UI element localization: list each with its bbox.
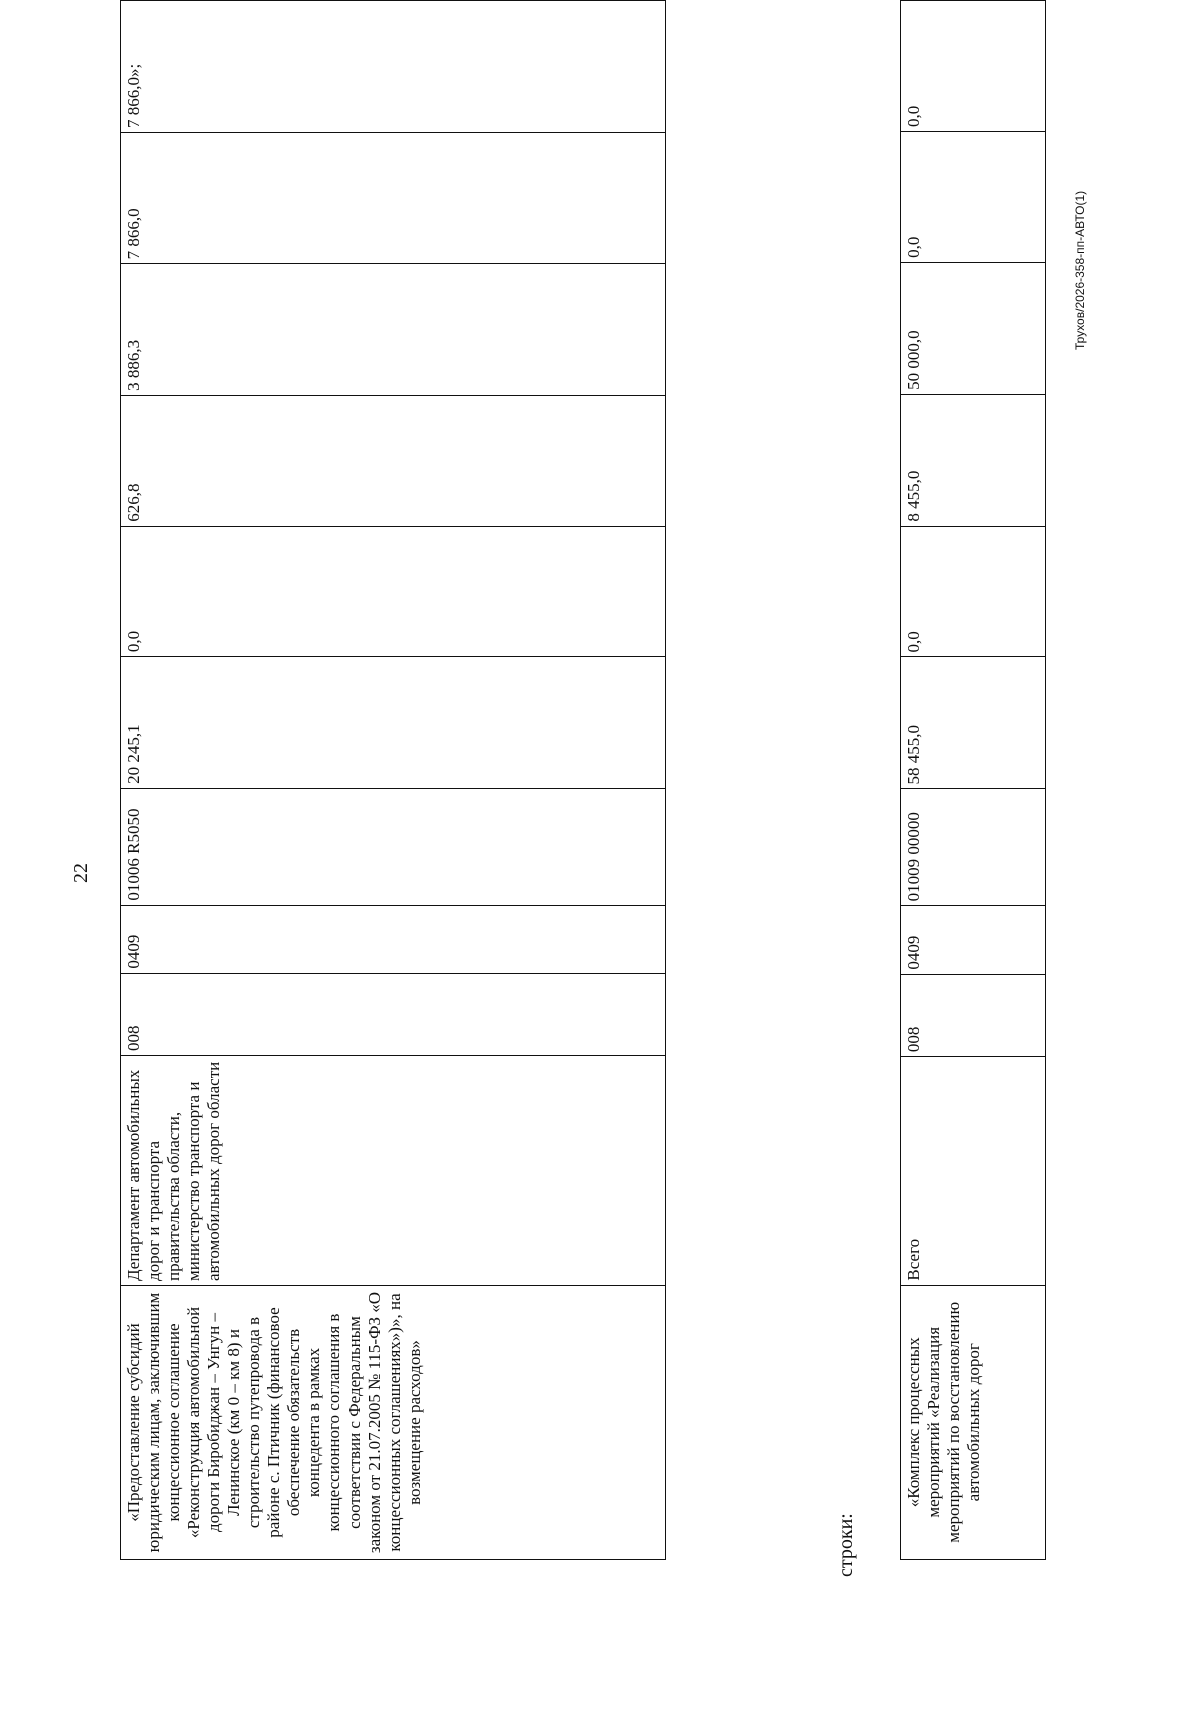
- measure-name: «Предоставление субсидий юридическим лицам, заключившим концессионное соглашение «Реконструкция автомобильной дороги Биробиджан – Унгун – Ленинское (км 0 – км 8) и строительство путепровода в районе с. Птичник (финансовое обеспечение обязательств концедента в рамках концессионного соглашения в соответствии с Федеральным законом от 21.07.2005 № 115-ФЗ «О концессионных соглашениях»)», на возмещение расходов»: [121, 1286, 666, 1560]
- page-number: 22: [70, 863, 92, 883]
- year2-value: 8 455,0: [901, 394, 1046, 526]
- table-row: [121, 1, 666, 1560]
- year3-value: 50 000,0: [901, 262, 1046, 394]
- grbs-code: 008: [121, 973, 666, 1055]
- year4-value: 7 866,0: [121, 133, 666, 264]
- section-code: 0409: [901, 906, 1046, 974]
- measure-name: «Комплекс процессных мероприятий «Реализация мероприятий по восстановлению автомобильных дорог: [901, 1285, 1046, 1559]
- total-value: 58 455,0: [901, 657, 1046, 789]
- year1-value: 0,0: [901, 526, 1046, 657]
- year3-value: 3 886,3: [121, 264, 666, 395]
- year2-value: 626,8: [121, 395, 666, 526]
- executor: Всего: [901, 1057, 1046, 1285]
- year5-value: 0,0: [901, 1, 1046, 132]
- footer-code: Трухов/2026-358-пп-АВТО(1): [1073, 190, 1087, 350]
- section-label: строки:: [835, 1513, 857, 1577]
- table-row: [901, 1, 1046, 1560]
- total-value: 20 245,1: [121, 657, 666, 789]
- target-article-code: 01009 00000: [901, 789, 1046, 906]
- main-table: [120, 0, 666, 1560]
- year1-value: 0,0: [121, 526, 666, 656]
- second-table: [900, 0, 1046, 1560]
- section-code: 0409: [121, 905, 666, 973]
- year5-value: 7 866,0»;: [121, 1, 666, 133]
- grbs-code: 008: [901, 974, 1046, 1057]
- executor: Департамент автомобильных дорог и транспорта правительства области, министерство транспорта и автомобильных дорог области: [121, 1055, 666, 1285]
- year4-value: 0,0: [901, 131, 1046, 262]
- target-article-code: 01006 R5050: [121, 788, 666, 905]
